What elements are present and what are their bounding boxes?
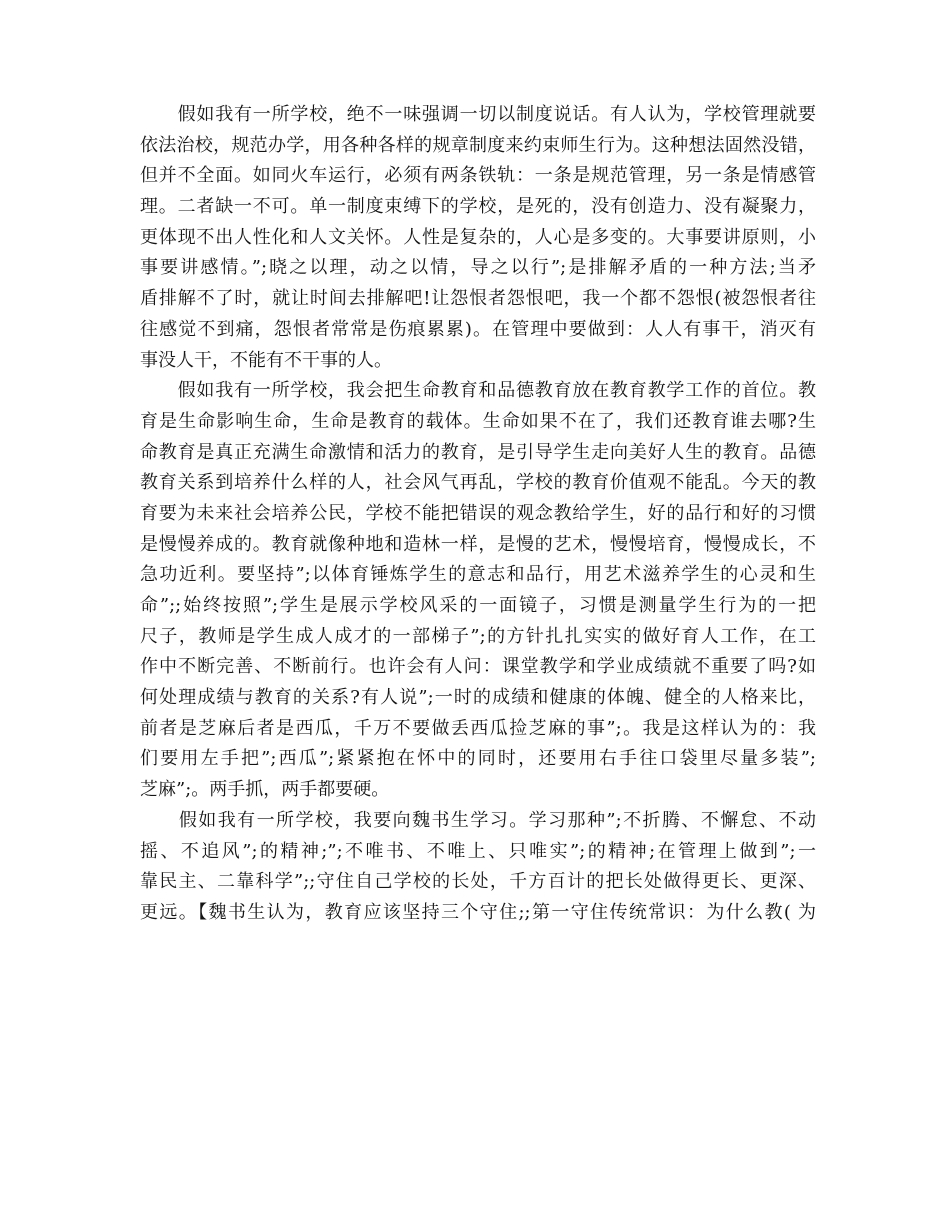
text-line: 尺子，教师是学生成人成才的一部梯子”;的方针扎扎实实的做好育人工作，在工 — [140, 625, 816, 647]
text-line: 作中不断完善、不断前行。也许会有人问：课堂教学和学业成绩就不重要了吗?如 — [140, 656, 816, 678]
text-line: 依法治校，规范办学，用各种各样的规章制度来约束师生行为。这种想法固然没错， — [140, 134, 816, 156]
paragraph-3 — [140, 806, 816, 929]
text-line: 育是生命影响生命，生命是教育的载体。生命如果不在了，我们还教育谁去哪?生 — [140, 410, 816, 432]
paragraph-2 — [140, 376, 816, 806]
text-line: 事要讲感情。”;晓之以理，动之以情，导之以行”;是排解矛盾的一种方法;当矛 — [140, 257, 816, 279]
paragraph-1 — [140, 100, 816, 376]
text-line: 往感觉不到痛，怨恨者常常是伤痕累累)。在管理中要做到：人人有事干，消灭有 — [140, 318, 816, 340]
text-line: 理。二者缺一不可。单一制度束缚下的学校，是死的，没有创造力、没有凝聚力， — [140, 196, 816, 218]
text-line: 急功近利。要坚持”;以体育锤炼学生的意志和品行，用艺术滋养学生的心灵和生 — [140, 564, 816, 586]
text-line: 摇、不追风”;的精神;”;不唯书、不唯上、只唯实”;的精神;在管理上做到”;一 — [140, 840, 816, 862]
text-line: 更体现不出人性化和人文关怀。人性是复杂的，人心是多变的。大事要讲原则，小 — [140, 226, 816, 248]
text-line: 是慢慢养成的。教育就像种地和造林一样，是慢的艺术，慢慢培育，慢慢成长，不 — [140, 533, 816, 555]
text-line: 假如我有一所学校，我会把生命教育和品德教育放在教育教学工作的首位。教 — [140, 380, 816, 402]
text-line: 命教育是真正充满生命激情和活力的教育，是引导学生走向美好人生的教育。品德 — [140, 441, 816, 463]
text-line: 前者是芝麻后者是西瓜，千万不要做丢西瓜捡芝麻的事”;。我是这样认为的：我 — [140, 717, 816, 739]
document-body — [140, 100, 816, 929]
text-line: 何处理成绩与教育的关系?有人说”;一时的成绩和健康的体魄、健全的人格来比， — [140, 687, 816, 709]
text-line: 命”;;始终按照”;学生是展示学校风采的一面镜子，习惯是测量学生行为的一把 — [140, 595, 816, 616]
text-line: 假如我有一所学校，我要向魏书生学习。学习那种”;不折腾、不懈怠、不动 — [140, 809, 816, 831]
text-line: 芝麻”;。两手抓，两手都要硬。 — [140, 779, 390, 801]
text-line: 假如我有一所学校，绝不一味强调一切以制度说话。有人认为，学校管理就要 — [140, 104, 816, 125]
text-line: 事没人干，不能有不干事的人。 — [140, 349, 392, 371]
text-line: 盾排解不了时，就让时间去排解吧!让怨恨者怨恨吧，我一个都不怨恨(被怨恨者往 — [140, 288, 816, 310]
text-line: 更远。【魏书生认为，教育应该坚持三个守住;;第一守住传统常识：为什么教( 为 — [140, 901, 816, 923]
text-line: 靠民主、二靠科学”;;守住自己学校的长处，千方百计的把长处做得更长、更深、 — [140, 871, 816, 893]
text-line: 们要用左手把”;西瓜”;紧紧抱在怀中的同时，还要用右手往口袋里尽量多装”; — [140, 748, 816, 770]
text-line: 育要为未来社会培养公民，学校不能把错误的观念教给学生，好的品行和好的习惯 — [140, 502, 816, 524]
text-line: 但并不全面。如同火车运行，必须有两条铁轨：一条是规范管理，另一条是情感管 — [140, 165, 816, 187]
text-line: 教育关系到培养什么样的人，社会风气再乱，学校的教育价值观不能乱。今天的教 — [140, 472, 816, 494]
